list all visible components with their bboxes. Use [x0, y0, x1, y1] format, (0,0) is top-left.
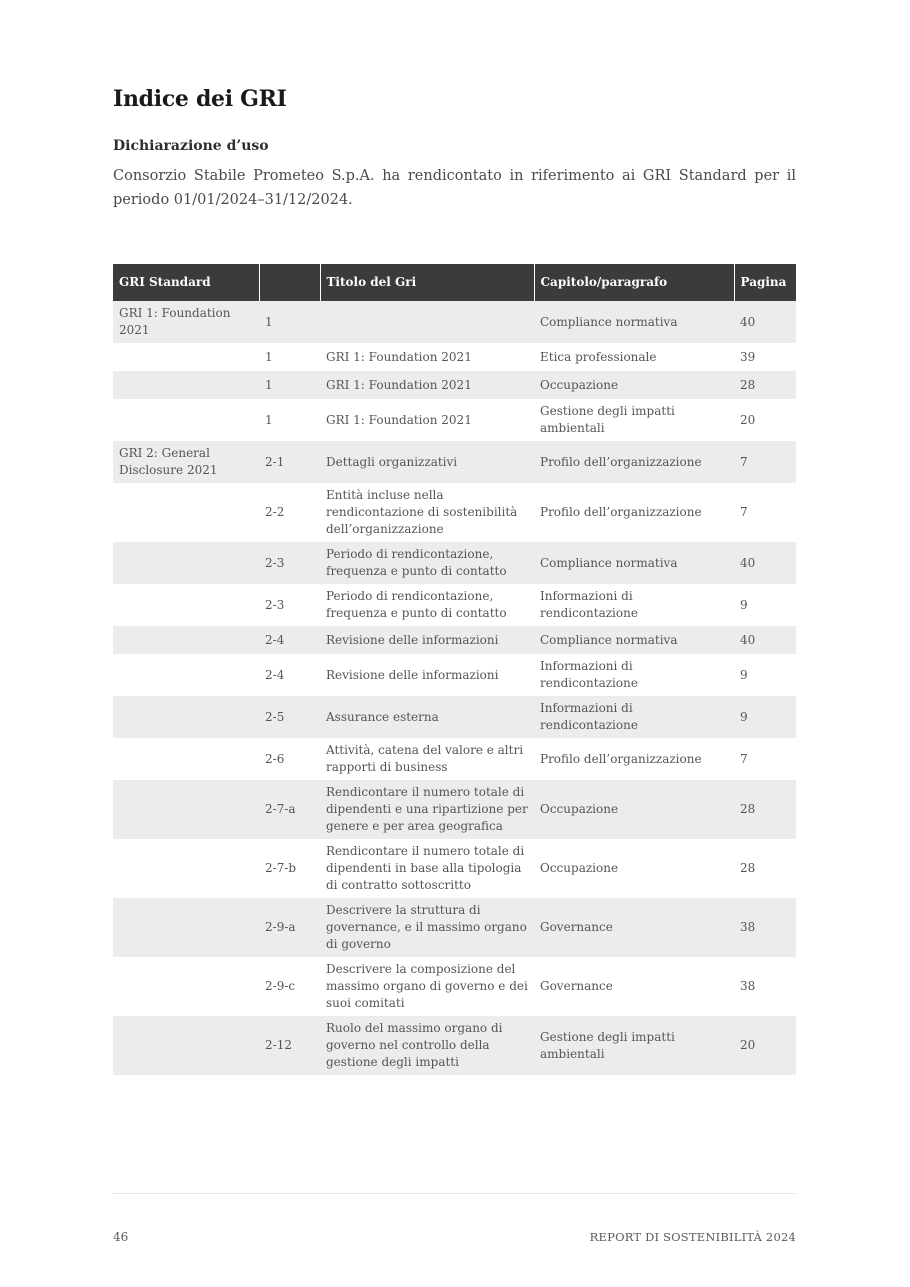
cell-capitolo: Compliance normativa: [534, 626, 734, 654]
cell-pagina: 38: [740, 979, 756, 993]
cell-code: 1: [259, 301, 320, 343]
cell-gri-standard: [113, 626, 259, 654]
table-row: [113, 483, 796, 542]
cell-pagina: 20: [740, 412, 756, 427]
cell-capitolo: Informazioni di rendicontazione: [540, 589, 638, 620]
cell-capitolo: Profilo dell’organizzazione: [534, 441, 734, 483]
cell-pagina: 7: [740, 505, 748, 519]
table-row: [113, 780, 796, 839]
cell-gri-standard: GRI 1: Foundation 2021: [113, 301, 259, 343]
cell-titolo: Revisione delle informazioni: [326, 667, 499, 682]
cell-gri-standard: [113, 399, 259, 441]
table-row: [113, 343, 796, 371]
cell-capitolo: Occupazione: [534, 371, 734, 399]
cell-titolo: Entità incluse nella rendicontazione di sostenibilità dell’organizzazione: [326, 488, 518, 536]
cell-capitolo: Etica professionale: [540, 349, 657, 364]
header-gri-standard: GRI Standard: [113, 264, 259, 301]
cell-gri-standard: [113, 738, 259, 780]
header-capitolo: Capitolo/paragrafo: [534, 264, 734, 301]
table-row: [113, 654, 796, 696]
cell-code: 1: [265, 349, 273, 364]
cell-capitolo: Occupazione: [540, 861, 619, 875]
cell-pagina: 39: [740, 349, 756, 364]
header-pagina: Pagina: [734, 264, 796, 301]
footer-divider: [113, 1193, 796, 1194]
cell-titolo: Periodo di rendicontazione, frequenza e punto di contatto: [326, 589, 507, 620]
cell-capitolo: Gestione degli impatti ambientali: [534, 1016, 734, 1075]
cell-gri-standard: [113, 584, 259, 626]
cell-gri-standard: [113, 696, 259, 738]
cell-titolo: Rendicontare il numero totale di dipendenti e una ripartizione per genere e per area geografica: [320, 780, 534, 839]
cell-capitolo: Governance: [534, 898, 734, 957]
table-row: [113, 371, 796, 399]
cell-titolo: Assurance esterna: [320, 696, 534, 738]
cell-pagina: 40: [734, 626, 796, 654]
cell-code: 2-9-a: [259, 898, 320, 957]
table-row: [113, 301, 796, 343]
cell-pagina: 28: [734, 780, 796, 839]
cell-titolo: Dettagli organizzativi: [320, 441, 534, 483]
cell-gri-standard: [113, 542, 259, 584]
table-row: [113, 542, 796, 584]
cell-code: 2-3: [259, 542, 320, 584]
cell-code: 2-4: [265, 667, 285, 682]
cell-code: 2-3: [265, 597, 285, 612]
table-row: [113, 626, 796, 654]
intro-paragraph: Consorzio Stabile Prometeo S.p.A. ha rendicontato in riferimento ai GRI Standard per il periodo 01/01/2024–31/12/2024.: [113, 168, 796, 208]
cell-titolo: Periodo di rendicontazione, frequenza e punto di contatto: [320, 542, 534, 584]
cell-code: 2-2: [265, 505, 285, 519]
cell-gri-standard: [113, 957, 259, 1016]
cell-capitolo: Gestione degli impatti ambientali: [540, 404, 675, 435]
cell-pagina: 9: [740, 597, 748, 612]
table-row: [113, 957, 796, 1016]
cell-titolo: Descrivere la composizione del massimo organo di governo e dei suoi comitati: [326, 962, 528, 1010]
cell-titolo: GRI 1: Foundation 2021: [326, 349, 472, 364]
table-row: [113, 839, 796, 898]
cell-gri-standard: [113, 371, 259, 399]
cell-titolo: Attività, catena del valore e altri rapporti di business: [326, 743, 524, 774]
cell-code: 2-1: [259, 441, 320, 483]
cell-pagina: 28: [734, 371, 796, 399]
cell-code: 1: [265, 412, 273, 427]
cell-titolo: Ruolo del massimo organo di governo nel controllo della gestione degli impatti: [320, 1016, 534, 1075]
cell-titolo: [320, 301, 534, 343]
page-title: Indice dei GRI: [113, 86, 287, 112]
table-row: [113, 738, 796, 780]
cell-capitolo: Profilo dell’organizzazione: [540, 505, 702, 519]
cell-gri-standard: [113, 898, 259, 957]
header-titolo: Titolo del Gri: [320, 264, 534, 301]
header-code: [259, 264, 320, 301]
cell-pagina: 40: [734, 542, 796, 584]
cell-titolo: GRI 1: Foundation 2021: [320, 371, 534, 399]
cell-code: 2-7-b: [265, 861, 297, 875]
cell-capitolo: Compliance normativa: [534, 301, 734, 343]
cell-code: 2-6: [265, 751, 285, 766]
cell-gri-standard: GRI 2: General Disclosure 2021: [113, 441, 259, 483]
cell-capitolo: Compliance normativa: [534, 542, 734, 584]
cell-pagina: 28: [740, 861, 756, 875]
cell-capitolo: Informazioni di rendicontazione: [534, 696, 734, 738]
cell-titolo: Revisione delle informazioni: [320, 626, 534, 654]
table-row: [113, 399, 796, 441]
cell-gri-standard: [113, 343, 259, 371]
cell-gri-standard: [113, 780, 259, 839]
cell-gri-standard: [113, 483, 259, 542]
cell-code: 2-12: [259, 1016, 320, 1075]
table-row: [113, 696, 796, 738]
cell-pagina: 20: [734, 1016, 796, 1075]
cell-titolo: GRI 1: Foundation 2021: [326, 412, 472, 427]
table-row: [113, 898, 796, 957]
cell-pagina: 7: [734, 441, 796, 483]
cell-gri-standard: [113, 839, 259, 898]
cell-titolo: Rendicontare il numero totale di dipendenti in base alla tipologia di contratto sottoscritto: [326, 844, 525, 892]
cell-gri-standard: [113, 1016, 259, 1075]
cell-capitolo: Profilo dell’organizzazione: [540, 751, 702, 766]
cell-capitolo: Occupazione: [534, 780, 734, 839]
cell-code: 1: [259, 371, 320, 399]
section-heading: Dichiarazione d’uso: [113, 138, 269, 154]
report-title: REPORT DI SOSTENIBILITÀ 2024: [589, 1230, 796, 1244]
page-number: 46: [113, 1230, 129, 1244]
cell-capitolo: Governance: [540, 979, 613, 993]
table-row: [113, 1016, 796, 1075]
cell-code: 2-9-c: [265, 979, 296, 993]
table-row: [113, 584, 796, 626]
cell-pagina: 9: [740, 667, 748, 682]
cell-pagina: 38: [734, 898, 796, 957]
cell-pagina: 7: [740, 751, 748, 766]
cell-capitolo: Informazioni di rendicontazione: [540, 659, 638, 690]
table-body: [113, 301, 796, 1075]
cell-code: 2-7-a: [259, 780, 320, 839]
table-header-row: [113, 264, 796, 301]
cell-code: 2-5: [259, 696, 320, 738]
cell-titolo: Descrivere la struttura di governance, e il massimo organo di governo: [320, 898, 534, 957]
gri-index-table: [113, 264, 796, 1075]
cell-code: 2-4: [259, 626, 320, 654]
table-row: [113, 441, 796, 483]
cell-pagina: 40: [734, 301, 796, 343]
cell-pagina: 9: [734, 696, 796, 738]
cell-gri-standard: [113, 654, 259, 696]
